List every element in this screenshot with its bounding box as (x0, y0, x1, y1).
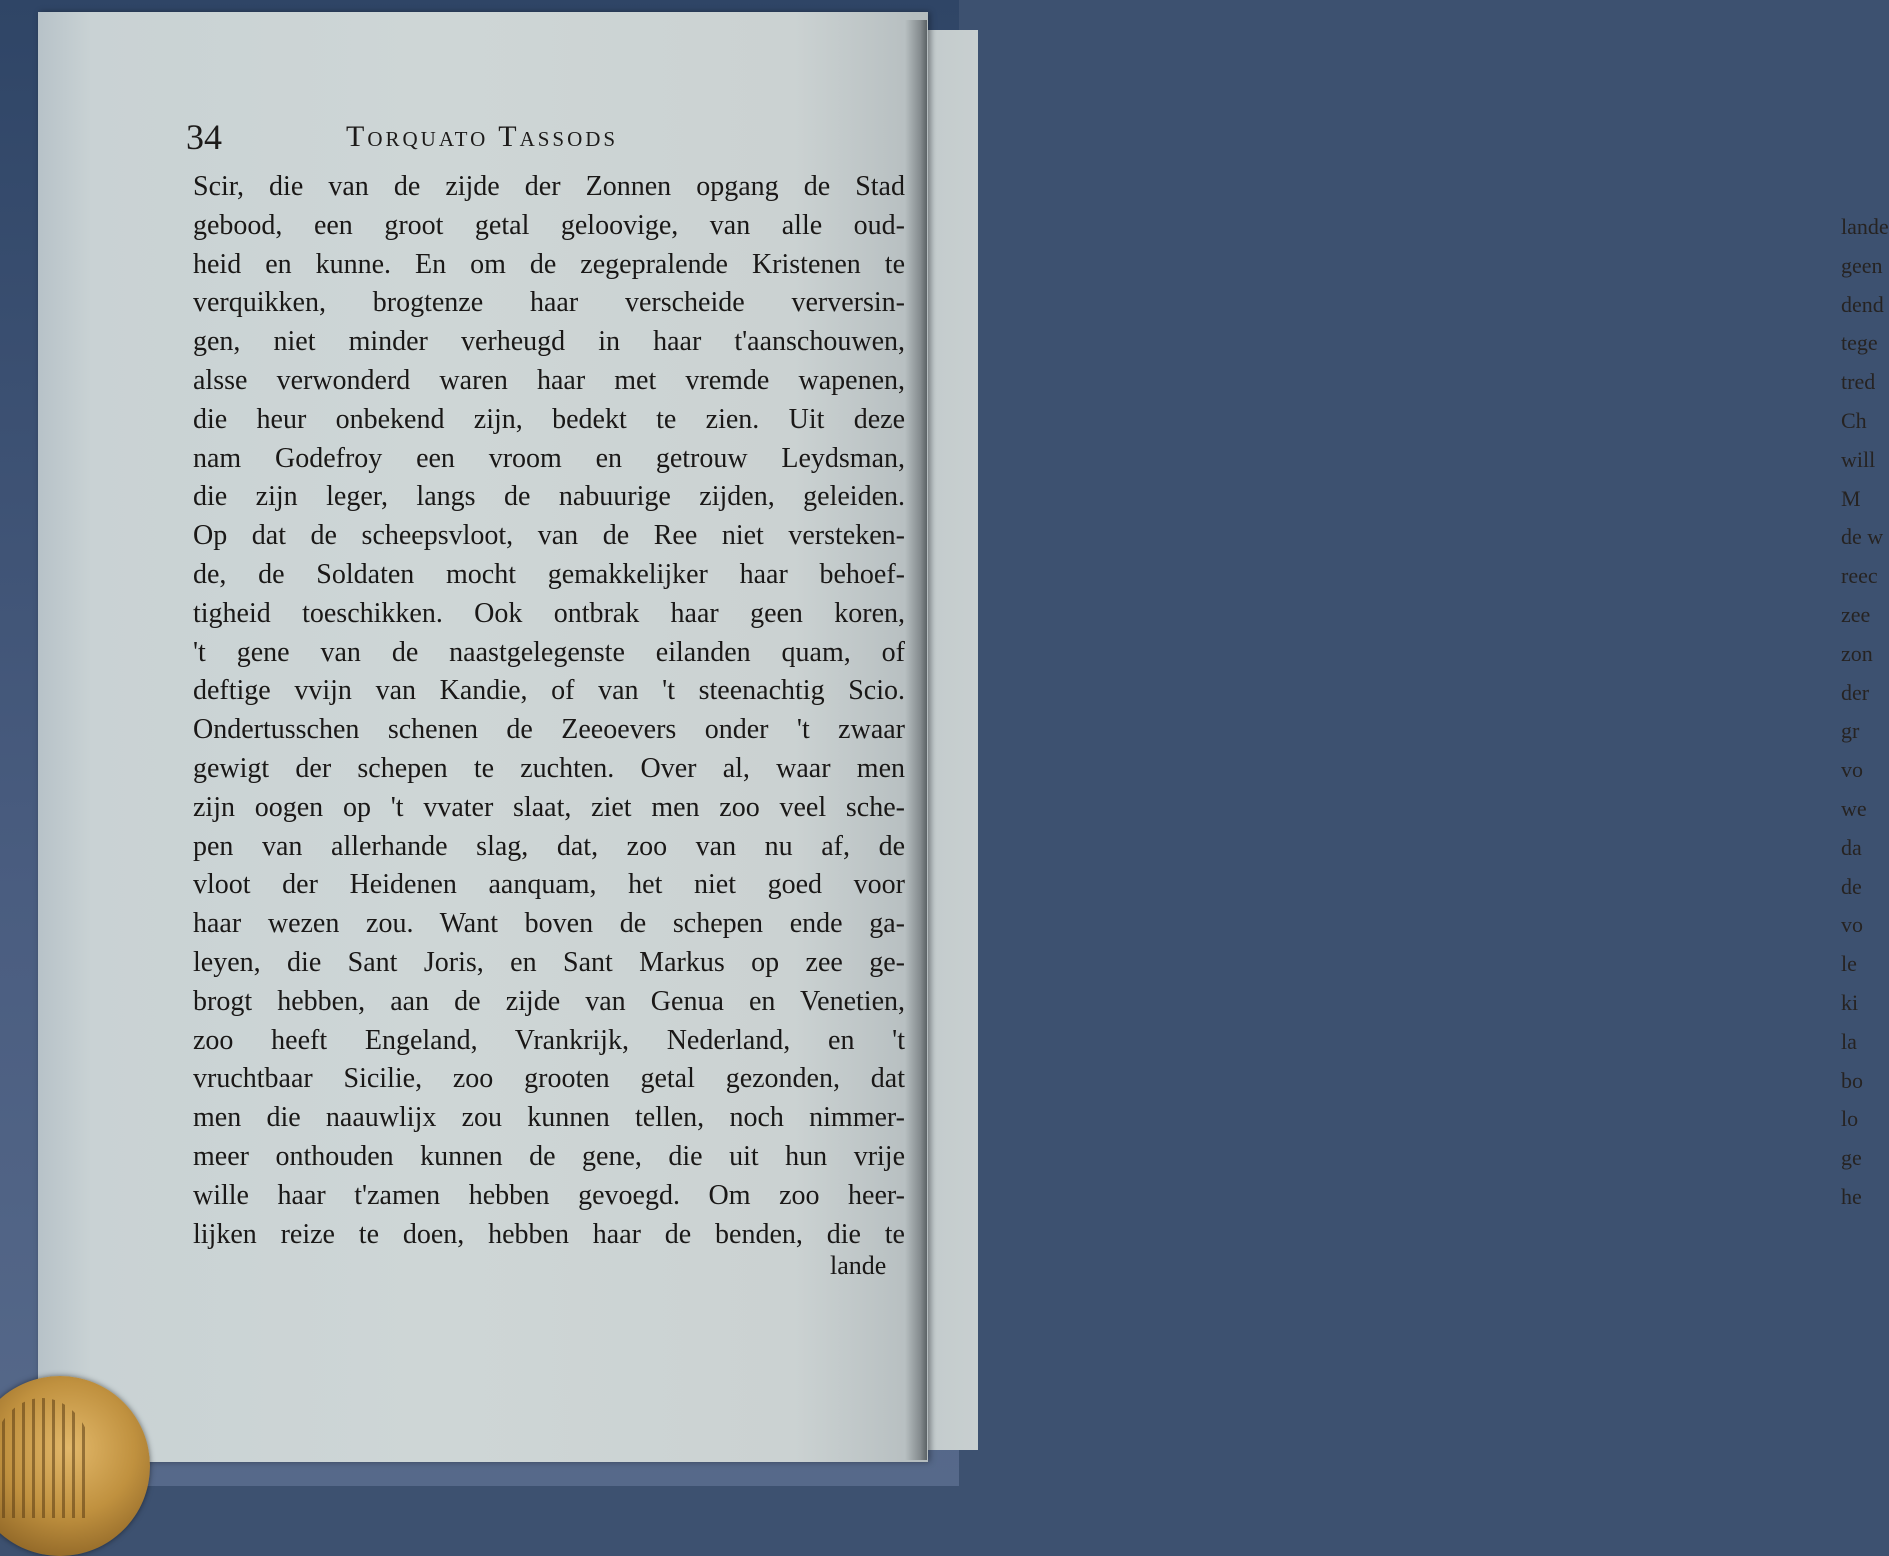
margin-fragment: der (1841, 679, 1870, 705)
text-line: gewigt der schepen te zuchten. Over al, waar men (193, 752, 905, 784)
text-line: deftige vvijn van Kandie, of van 't steenachtig Scio. (193, 675, 905, 707)
text-line: vloot der Heidenen aanquam, het niet goed voor (193, 869, 905, 901)
text-line: Ondertusschen schenen de Zeeoevers onder 't zwaar (193, 714, 905, 746)
margin-fragment: zee (1841, 601, 1871, 627)
text-line: verquikken, brogtenze haar verscheide verversin- (193, 287, 905, 319)
margin-fragment: he (1841, 1183, 1862, 1209)
body-text (193, 168, 905, 1254)
facing-page-text (1841, 208, 1889, 1217)
text-line: tigheid toeschikken. Ook ontbrak haar geen koren, (193, 597, 905, 629)
margin-fragment: reec (1841, 563, 1878, 589)
text-line: haar wezen zou. Want boven de schepen ende ga- (193, 908, 905, 940)
margin-fragment: lo (1841, 1106, 1859, 1132)
margin-fragment: ki (1841, 989, 1859, 1015)
text-line: leyen, die Sant Joris, en Sant Markus op zee ge- (193, 946, 905, 978)
text-line: lijken reize te doen, hebben haar de benden, die te (193, 1218, 905, 1250)
text-line: die heur onbekend zijn, bedekt te zien. Uit deze (193, 403, 905, 435)
margin-fragment: lande (1841, 214, 1889, 239)
text-line: pen van allerhande slag, dat, zoo van nu af, de (193, 830, 905, 862)
text-line: Op dat de scheepsvloot, van de Ree niet versteken- (193, 520, 905, 552)
page-number: 34 (186, 117, 222, 157)
margin-fragment: will (1841, 446, 1876, 472)
margin-fragment: vo (1841, 912, 1863, 938)
text-line: meer onthouden kunnen de gene, die uit hun vrije (193, 1140, 905, 1172)
text-line: gebood, een groot getal geloovige, van alle oud- (193, 209, 905, 241)
margin-fragment: dend (1841, 291, 1884, 317)
text-line: vruchtbaar Sicilie, zoo grooten getal gezonden, dat (193, 1063, 905, 1095)
margin-fragment: ge (1841, 1145, 1862, 1171)
margin-fragment: de w (1841, 524, 1884, 550)
text-line: gen, niet minder verheugd in haar t'aanschouwen, (193, 326, 905, 358)
margin-fragment: zon (1841, 640, 1873, 666)
margin-fragment: M (1841, 485, 1861, 511)
margin-fragment: le (1841, 951, 1857, 977)
text-line: Scir, die van de zijde der Zonnen opgang de Stad (193, 171, 905, 202)
running-title: Torquato Tassods (346, 120, 619, 153)
margin-fragment: geen (1841, 252, 1883, 278)
margin-fragment: bo (1841, 1067, 1863, 1093)
text-line: die zijn leger, langs de nabuurige zijden, geleiden. (193, 481, 905, 513)
text-line: zoo heeft Engeland, Vrankrijk, Nederland, en 't (193, 1024, 905, 1056)
margin-fragment: de (1841, 873, 1862, 899)
gutter-shadow (905, 20, 927, 1460)
text-line: de, de Soldaten mocht gemakkelijker haar behoef- (193, 558, 905, 590)
margin-fragment: we (1841, 795, 1867, 821)
margin-fragment: da (1841, 834, 1862, 860)
margin-fragment: tred (1841, 369, 1876, 395)
coin-ridges (0, 1398, 92, 1518)
text-line: men die naauwlijx zou kunnen tellen, noch nimmer- (193, 1102, 905, 1134)
margin-fragment: tege (1841, 330, 1878, 356)
catchword: lande (830, 1251, 887, 1280)
margin-fragment: vo (1841, 757, 1863, 783)
margin-fragment: gr (1841, 718, 1860, 744)
text-line: heid en kunne. En om de zegepralende Kristenen te (193, 248, 905, 280)
text-line: zijn oogen op 't vvater slaat, ziet men zoo veel sche- (193, 791, 905, 823)
text-line: nam Godefroy een vroom en getrouw Leydsman, (193, 442, 905, 474)
text-line: alsse verwonderd waren haar met vremde wapenen, (193, 364, 905, 396)
margin-fragment: Ch (1841, 407, 1867, 433)
text-line: brogt hebben, aan de zijde van Genua en Venetien, (193, 985, 905, 1017)
margin-fragment: la (1841, 1028, 1857, 1054)
text-line: wille haar t'zamen hebben gevoegd. Om zoo heer- (193, 1179, 905, 1211)
page-header (186, 117, 906, 157)
text-line: 't gene van de naastgelegenste eilanden quam, of (193, 636, 905, 668)
